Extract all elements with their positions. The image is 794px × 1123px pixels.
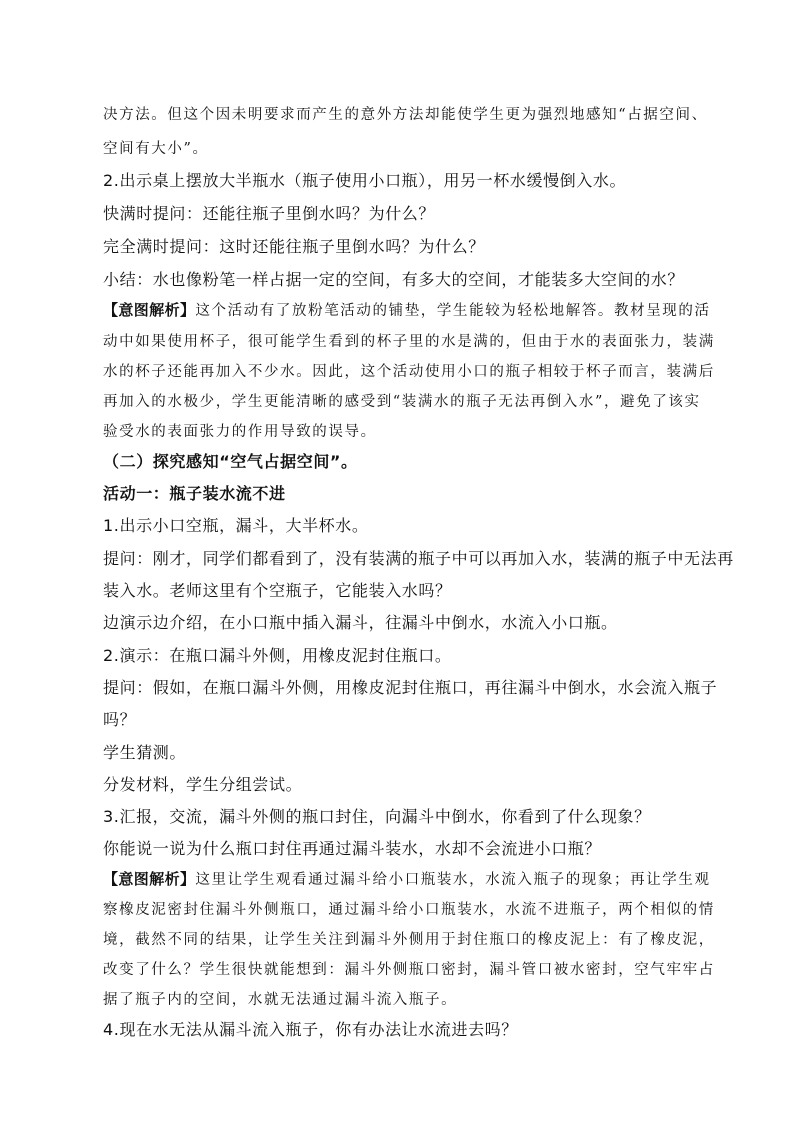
paragraph-line: 提问：假如，在瓶口漏斗外侧，用橡皮泥封住瓶口，再往漏斗中倒水，水会流入瓶子 xyxy=(103,678,718,697)
paragraph-line: 境，截然不同的结果，让学生关注到漏斗外侧用于封住瓶口的橡皮泥上：有了橡皮泥， xyxy=(103,932,715,948)
activity-step-4: 4.现在水无法从漏斗流入瓶子，你有办法让水流进去吗？ xyxy=(103,1020,518,1039)
paragraph-line: 决方法。但这个因未明要求而产生的意外方法却能使学生更为强烈地感知“占据空间、 xyxy=(103,107,708,123)
paragraph-line: 改变了什么？学生很快就能想到：漏斗外侧瓶口密封，漏斗管口被水密封，空气牢牢占 xyxy=(103,962,715,978)
section-heading: （二）探究感知“空气占据空间”。 xyxy=(103,452,358,471)
activity-step-1: 1.出示小口空瓶，漏斗，大半杯水。 xyxy=(103,516,369,535)
materials-text: 分发材料，学生分组尝试。 xyxy=(103,775,303,794)
paragraph-line: 察橡皮泥密封住漏斗外侧瓶口，通过漏斗给小口瓶装水，水流不进瓶子，两个相似的情 xyxy=(103,902,715,918)
paragraph-line: 动中如果使用杯子，很可能学生看到的杯子里的水是满的，但由于水的表面张力，装满 xyxy=(103,334,715,350)
paragraph-line: 空间有大小”。 xyxy=(103,141,209,157)
intent-analysis-2-line xyxy=(103,868,711,889)
intent-analysis-tag: 【意图解析】 xyxy=(103,870,196,888)
demo-text: 边演示边介绍，在小口瓶中插入漏斗，往漏斗中倒水，水流入小口瓶。 xyxy=(103,613,618,632)
step-2-text: 2.出示桌上摆放大半瓶水（瓶子使用小口瓶），用另一杯水缓慢倒入水。 xyxy=(103,171,627,190)
paragraph-line: 提问：刚才，同学们都看到了，没有装满的瓶子中可以再加入水，装满的瓶子中无法再 xyxy=(103,549,734,568)
activity-step-3: 3.汇报，交流，漏斗外侧的瓶口封住，向漏斗中倒水，你看到了什么现象？ xyxy=(103,807,651,826)
paragraph-line: 据了瓶子内的空间，水就无法通过漏斗流入瓶子。 xyxy=(103,992,458,1008)
intent-analysis-tag: 【意图解析】 xyxy=(103,301,196,319)
paragraph-line: 再加入的水极少，学生更能清晰的感受到“装满水的瓶子无法再倒入水”，避免了该实 xyxy=(103,394,701,410)
question-nearly-full: 快满时提问：还能往瓶子里倒水吗？为什么？ xyxy=(103,204,436,223)
paragraph-line: 验受水的表面张力的作用导致的误导。 xyxy=(103,424,377,440)
question-full: 完全满时提问：这时还能往瓶子里倒水吗？为什么？ xyxy=(103,237,485,256)
intent-analysis-1-line xyxy=(103,299,711,320)
paragraph-line: 你能说一说为什么瓶口封住再通过漏斗装水，水却不会流进小口瓶？ xyxy=(103,839,602,858)
paragraph-line: 吗？ xyxy=(103,710,137,729)
intent-analysis-text: 这个活动有了放粉笔活动的铺垫，学生能较为轻松地解答。教材呈现的活 xyxy=(195,303,711,319)
paragraph-line: 装入水。老师这里有个空瓶子，它能装入水吗？ xyxy=(103,581,452,600)
paragraph-line: 水的杯子还能再加入不少水。因此，这个活动使用小口的瓶子相较于杯子而言，装满后 xyxy=(103,364,715,380)
student-guess: 学生猜测。 xyxy=(103,743,187,762)
summary-text: 小结：水也像粉笔一样占据一定的空间，有多大的空间，才能装多大空间的水？ xyxy=(103,270,685,289)
activity-step-2: 2.演示：在瓶口漏斗外侧，用橡皮泥封住瓶口。 xyxy=(103,646,452,665)
intent-analysis-text: 这里让学生观看通过漏斗给小口瓶装水，水流入瓶子的现象；再让学生观 xyxy=(195,872,711,888)
activity-heading: 活动一：瓶子装水流不进 xyxy=(103,484,286,503)
